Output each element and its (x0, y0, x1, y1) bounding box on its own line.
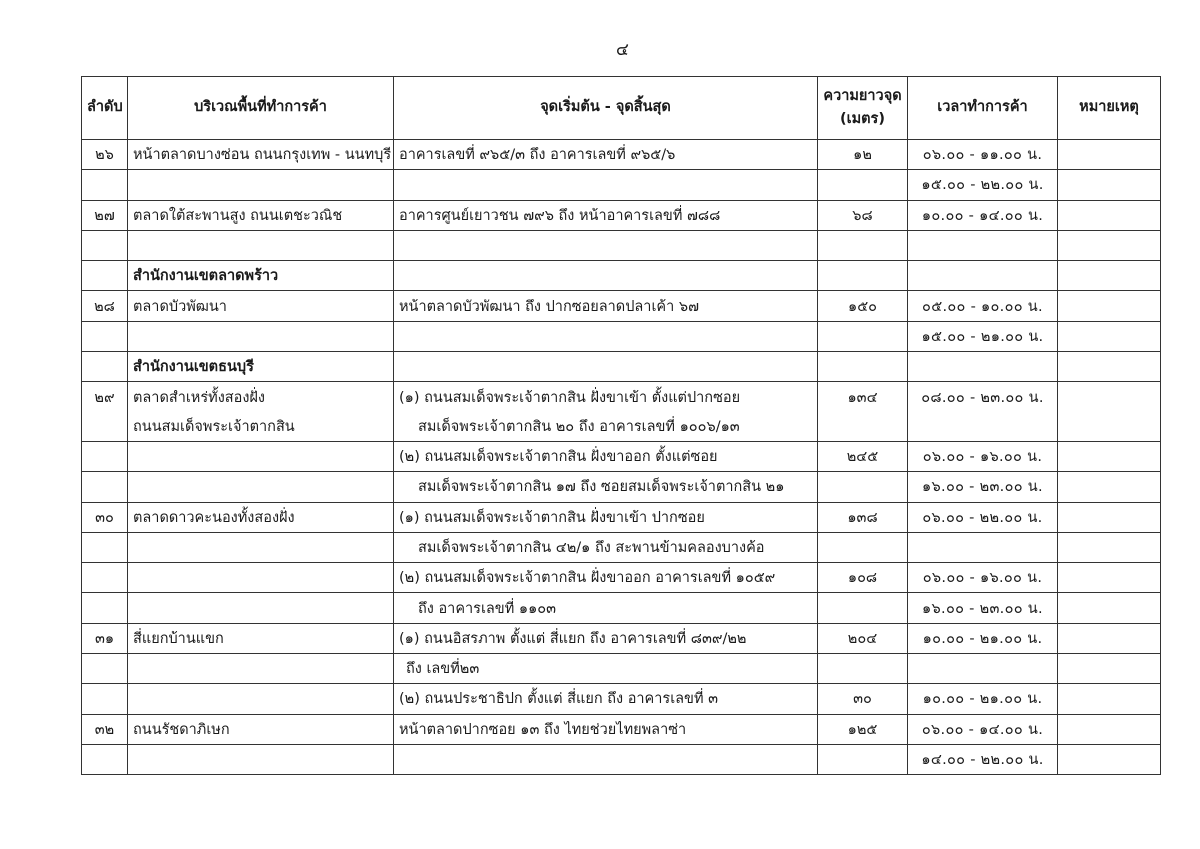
cell-route: สมเด็จพระเจ้าตากสิน ๑๗ ถึง ซอยสมเด็จพระเจ้าตากสิน ๒๑ (394, 472, 818, 502)
cell-length (818, 654, 908, 684)
cell-no: ๒๖ (82, 140, 128, 170)
cell-length: ๑๒ (818, 140, 908, 170)
cell-route: (๒) ถนนสมเด็จพระเจ้าตากสิน ฝั่งขาออก ตั้งแต่ซอย (394, 441, 818, 471)
cell-time: ๑๖.๐๐ - ๒๓.๐๐ น. (908, 593, 1058, 623)
cell-area: สำนักงานเขตลาดพร้าว (128, 261, 394, 291)
cell-area: ตลาดบัวพัฒนา (128, 291, 394, 321)
cell-area (128, 441, 394, 471)
table-row (82, 261, 1161, 291)
cell-remark (1058, 382, 1161, 412)
cell-area (128, 230, 394, 260)
table-row (82, 472, 1161, 502)
cell-time: ๑๕.๐๐ - ๒๑.๐๐ น. (908, 321, 1058, 351)
table-row (82, 714, 1161, 744)
cell-route: สมเด็จพระเจ้าตากสิน ๒๐ ถึง อาคารเลขที่ ๑๐๐๖/๑๓ (394, 412, 818, 442)
header-length (818, 77, 908, 140)
cell-remark (1058, 593, 1161, 623)
cell-no: ๒๙ (82, 382, 128, 412)
cell-time: ๑๔.๐๐ - ๒๒.๐๐ น. (908, 744, 1058, 774)
cell-no (82, 563, 128, 593)
cell-route: (๒) ถนนสมเด็จพระเจ้าตากสิน ฝั่งขาออก อาคารเลขที่ ๑๐๕๙ (394, 563, 818, 593)
cell-remark (1058, 140, 1161, 170)
cell-route: (๑) ถนนอิสรภาพ ตั้งแต่ สี่แยก ถึง อาคารเลขที่ ๘๓๙/๒๒ (394, 623, 818, 653)
cell-no (82, 321, 128, 351)
table-row (82, 441, 1161, 471)
cell-length: ๑๓๘ (818, 502, 908, 532)
cell-length: ๓๐ (818, 684, 908, 714)
cell-remark (1058, 472, 1161, 502)
cell-area (128, 532, 394, 562)
table-row (82, 744, 1161, 774)
cell-route (394, 352, 818, 382)
cell-time (908, 412, 1058, 442)
cell-length (818, 532, 908, 562)
cell-time (908, 352, 1058, 382)
cell-no (82, 230, 128, 260)
cell-length: ๖๘ (818, 200, 908, 230)
cell-remark (1058, 502, 1161, 532)
cell-remark (1058, 170, 1161, 200)
header-route: จุดเริ่มต้น - จุดสิ้นสุด (394, 77, 818, 140)
cell-area: ถนนรัชดาภิเษก (128, 714, 394, 744)
cell-no (82, 684, 128, 714)
cell-remark (1058, 291, 1161, 321)
cell-area: ตลาดดาวคะนองทั้งสองฝั่ง (128, 502, 394, 532)
cell-remark (1058, 261, 1161, 291)
cell-time: ๑๐.๐๐ - ๑๔.๐๐ น. (908, 200, 1058, 230)
cell-route: (๒) ถนนประชาธิปก ตั้งแต่ สี่แยก ถึง อาคารเลขที่ ๓ (394, 684, 818, 714)
cell-no: ๓๒ (82, 714, 128, 744)
cell-area: ตลาดใต้สะพานสูง ถนนเตชะวณิช (128, 200, 394, 230)
cell-no (82, 170, 128, 200)
cell-route (394, 321, 818, 351)
cell-time: ๐๖.๐๐ - ๑๑.๐๐ น. (908, 140, 1058, 170)
cell-route: อาคารเลขที่ ๙๖๕/๓ ถึง อาคารเลขที่ ๙๖๕/๖ (394, 140, 818, 170)
cell-area (128, 654, 394, 684)
cell-route: (๑) ถนนสมเด็จพระเจ้าตากสิน ฝั่งขาเข้า ปากซอย (394, 502, 818, 532)
cell-length (818, 472, 908, 502)
table-row (82, 382, 1161, 412)
table-row (82, 593, 1161, 623)
cell-remark (1058, 441, 1161, 471)
cell-time: ๐๘.๐๐ - ๒๓.๐๐ น. (908, 382, 1058, 412)
cell-route (394, 170, 818, 200)
cell-length: ๑๒๕ (818, 714, 908, 744)
table-row (82, 200, 1161, 230)
cell-area (128, 593, 394, 623)
table-row (82, 412, 1161, 442)
cell-time: ๑๐.๐๐ - ๒๑.๐๐ น. (908, 684, 1058, 714)
cell-length: ๒๔๕ (818, 441, 908, 471)
cell-remark (1058, 563, 1161, 593)
market-area-table (81, 76, 1161, 775)
table-body (82, 140, 1161, 775)
cell-time (908, 230, 1058, 260)
cell-time: ๑๐.๐๐ - ๒๑.๐๐ น. (908, 623, 1058, 653)
cell-time (908, 532, 1058, 562)
cell-length: ๒๐๔ (818, 623, 908, 653)
cell-remark (1058, 714, 1161, 744)
header-length-line1: ความยาวจุด (823, 87, 902, 104)
header-time: เวลาทำการค้า (908, 77, 1058, 140)
cell-no (82, 412, 128, 442)
cell-length: ๑๐๘ (818, 563, 908, 593)
table-row (82, 230, 1161, 260)
cell-time: ๐๕.๐๐ - ๑๐.๐๐ น. (908, 291, 1058, 321)
table-row (82, 684, 1161, 714)
cell-remark (1058, 684, 1161, 714)
table-row (82, 502, 1161, 532)
cell-no: ๓๐ (82, 502, 128, 532)
table-row (82, 140, 1161, 170)
cell-time: ๑๕.๐๐ - ๒๒.๐๐ น. (908, 170, 1058, 200)
cell-remark (1058, 230, 1161, 260)
cell-length (818, 593, 908, 623)
cell-no (82, 532, 128, 562)
cell-remark (1058, 654, 1161, 684)
header-length-line2: (เมตร) (840, 111, 885, 127)
cell-area: หน้าตลาดบางซ่อน ถนนกรุงเทพ - นนทบุรี (128, 140, 394, 170)
header-no: ลำดับ (82, 77, 128, 140)
cell-area (128, 563, 394, 593)
table-row (82, 321, 1161, 351)
cell-area (128, 744, 394, 774)
cell-no (82, 654, 128, 684)
cell-length: ๑๕๐ (818, 291, 908, 321)
cell-route: สมเด็จพระเจ้าตากสิน ๔๒/๑ ถึง สะพานข้ามคลองบางค้อ (394, 532, 818, 562)
cell-remark (1058, 532, 1161, 562)
cell-no (82, 261, 128, 291)
cell-no (82, 472, 128, 502)
cell-no (82, 441, 128, 471)
table-row (82, 563, 1161, 593)
table-row (82, 352, 1161, 382)
cell-no: ๓๑ (82, 623, 128, 653)
cell-no: ๒๘ (82, 291, 128, 321)
cell-route (394, 261, 818, 291)
cell-route (394, 744, 818, 774)
cell-area (128, 170, 394, 200)
header-remark: หมายเหตุ (1058, 77, 1161, 140)
table-row (82, 623, 1161, 653)
cell-length (818, 261, 908, 291)
cell-time: ๐๖.๐๐ - ๒๒.๐๐ น. (908, 502, 1058, 532)
table-row (82, 170, 1161, 200)
cell-remark (1058, 352, 1161, 382)
cell-no (82, 593, 128, 623)
cell-no (82, 744, 128, 774)
cell-length (818, 352, 908, 382)
table-row (82, 532, 1161, 562)
header-area: บริเวณพื้นที่ทำการค้า (128, 77, 394, 140)
cell-time (908, 654, 1058, 684)
cell-route (394, 230, 818, 260)
cell-remark (1058, 200, 1161, 230)
table-row (82, 654, 1161, 684)
cell-time (908, 261, 1058, 291)
cell-route: ถึง เลขที่๒๓ (394, 654, 818, 684)
cell-route: ถึง อาคารเลขที่ ๑๑๐๓ (394, 593, 818, 623)
cell-length (818, 744, 908, 774)
cell-area: สำนักงานเขตธนบุรี (128, 352, 394, 382)
cell-length (818, 230, 908, 260)
cell-area (128, 321, 394, 351)
cell-route: หน้าตลาดปากซอย ๑๓ ถึง ไทยช่วยไทยพลาซ่า (394, 714, 818, 744)
cell-length (818, 412, 908, 442)
cell-length: ๑๓๔ (818, 382, 908, 412)
table-header-row (82, 77, 1161, 140)
page-number: ๔ (616, 40, 629, 60)
cell-route: หน้าตลาดบัวพัฒนา ถึง ปากซอยลาดปลาเค้า ๖๗ (394, 291, 818, 321)
cell-area: ตลาดสำเหร่ทั้งสองฝั่ง (128, 382, 394, 412)
cell-time: ๐๖.๐๐ - ๑๔.๐๐ น. (908, 714, 1058, 744)
cell-area: สี่แยกบ้านแขก (128, 623, 394, 653)
cell-area: ถนนสมเด็จพระเจ้าตากสิน (128, 412, 394, 442)
cell-route: อาคารศูนย์เยาวชน ๗๙๖ ถึง หน้าอาคารเลขที่ ๗๘๘ (394, 200, 818, 230)
cell-no (82, 352, 128, 382)
cell-remark (1058, 744, 1161, 774)
cell-time: ๑๖.๐๐ - ๒๓.๐๐ น. (908, 472, 1058, 502)
cell-remark (1058, 412, 1161, 442)
cell-length (818, 170, 908, 200)
cell-time: ๐๖.๐๐ - ๑๖.๐๐ น. (908, 441, 1058, 471)
cell-length (818, 321, 908, 351)
cell-remark (1058, 623, 1161, 653)
cell-route: (๑) ถนนสมเด็จพระเจ้าตากสิน ฝั่งขาเข้า ตั้งแต่ปากซอย (394, 382, 818, 412)
cell-time: ๐๖.๐๐ - ๑๖.๐๐ น. (908, 563, 1058, 593)
cell-remark (1058, 321, 1161, 351)
cell-area (128, 684, 394, 714)
cell-no: ๒๗ (82, 200, 128, 230)
table-row (82, 291, 1161, 321)
cell-area (128, 472, 394, 502)
